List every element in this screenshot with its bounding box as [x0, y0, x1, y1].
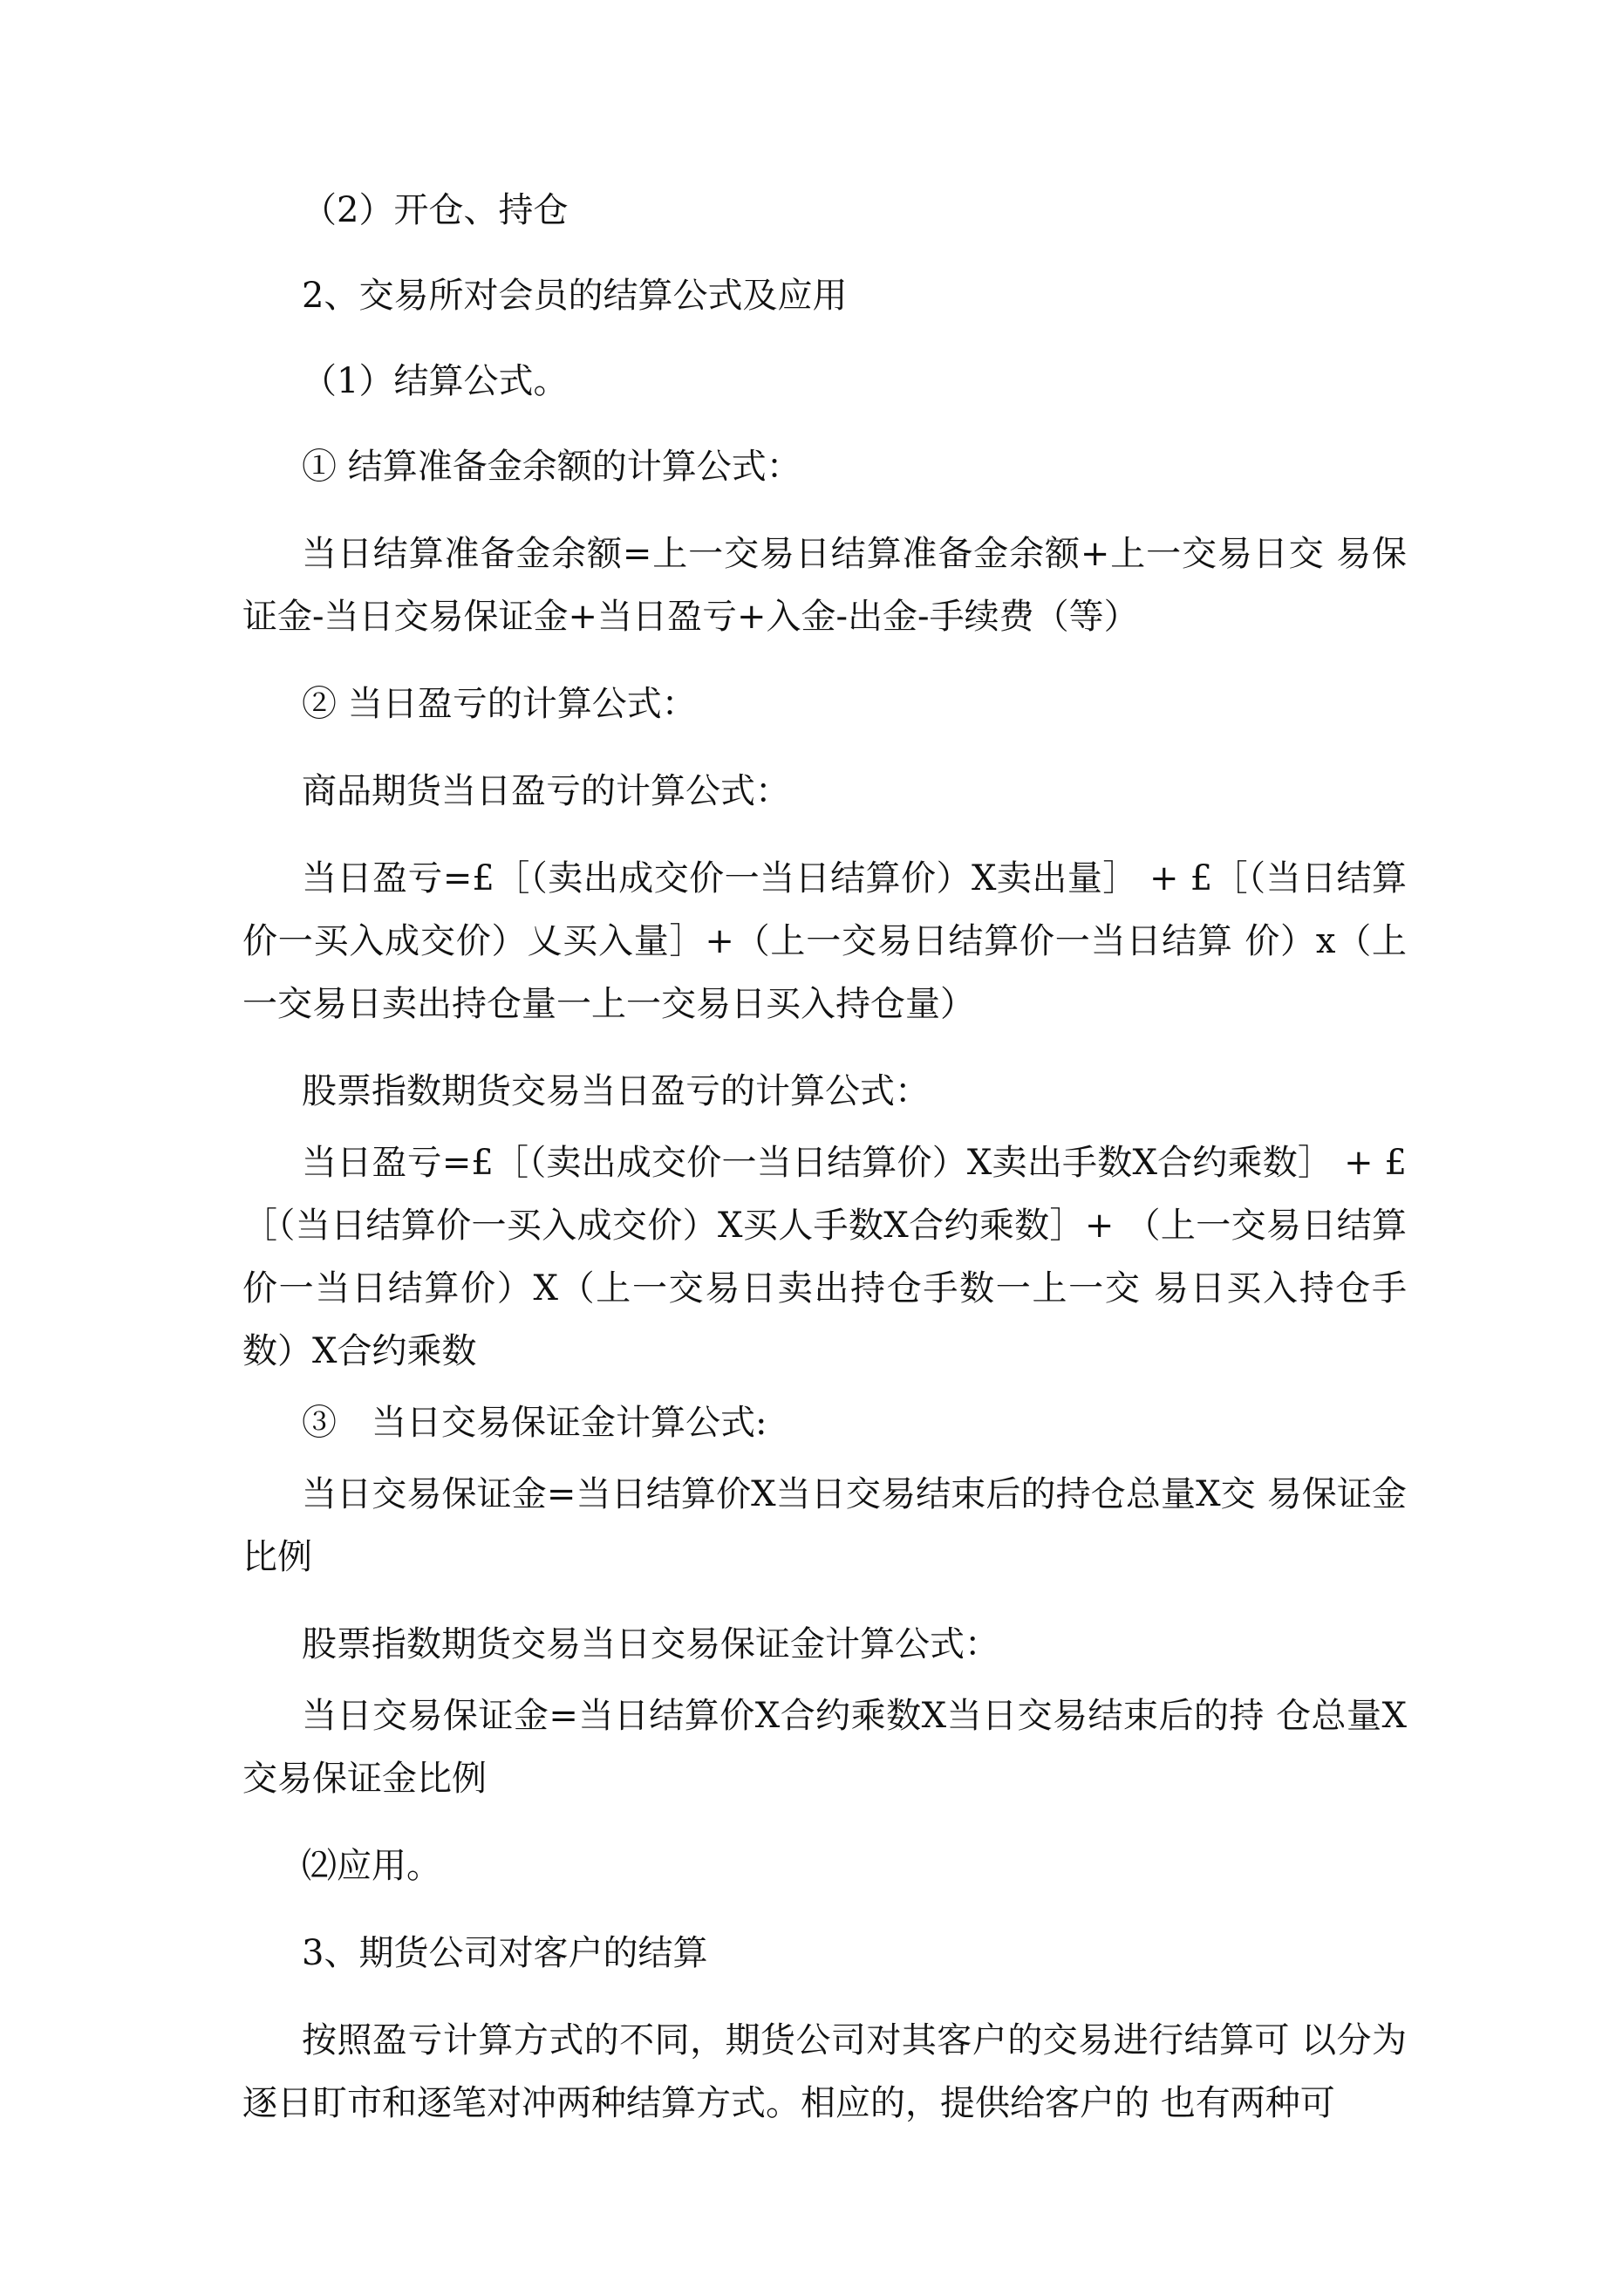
heading-daily-pnl: ② 当日盈亏的计算公式：: [302, 684, 697, 724]
paragraph-reserve-balance-formula: 当日结算准备金余额=上一交易日结算准备金余额+上一交易日交 易保证金-当日交易保证金+当日盈亏+入金-出金-手续费（等）: [242, 534, 1407, 637]
paragraph-open-hold: （2）开仓、持仓: [302, 190, 569, 230]
document-body: [242, 179, 1407, 2135]
heading-commodity-pnl: 商品期货当日盈亏的计算公式：: [302, 771, 790, 811]
heading-broker-settlement: 3、期货公司对客户的结算: [302, 1933, 708, 1973]
heading-settlement-formula: （1）结算公式。: [302, 361, 569, 401]
paragraph-margin-formula: 当日交易保证金=当日结算价X当日交易结束后的持仓总量X交 易保证金比例: [242, 1474, 1407, 1577]
heading-reserve-balance: ① 结算准备金余额的计算公式：: [302, 447, 801, 487]
paragraph-broker-settlement: 按照盈亏计算方式的不同，期货公司对其客户的交易进行结算可 以分为逐日盯市和逐笔对冲两种结算方式。相应的，提供给客户的 也有两种可: [242, 2020, 1407, 2123]
heading-application: ⑵应用。: [302, 1846, 441, 1886]
paragraph-commodity-pnl-formula: 当日盈亏=£［（卖出成交价一当日结算价）X卖出量］ + £［（当日结算价一买入成交价）乂买入量］+（上一交易日结算价一当日结算 价）x（上一交易日卖出持仓量一上一交易日买入持仓量）: [242, 858, 1407, 1024]
heading-index-margin: 股票指数期货交易当日交易保证金计算公式：: [302, 1624, 999, 1664]
heading-margin-formula: ③ 当日交易保证金计算公式:: [302, 1403, 767, 1443]
heading-index-pnl: 股票指数期货交易当日盈亏的计算公式：: [302, 1071, 930, 1111]
paragraph-index-pnl-formula: 当日盈亏=£［（卖出成交价一当日结算价）X卖出手数X合约乘数］ + £［（当日结算价一买入成交价）X买人手数X合约乘数］+ （上一交易日结算价一当日结算价）X（上一交易日卖出持仓手数一上一交 易日买入持仓手数）X合约乘数: [242, 1143, 1407, 1371]
heading-exchange-settlement: 2、交易所对会员的结算公式及应用: [302, 276, 848, 316]
paragraph-index-margin-formula: 当日交易保证金=当日结算价X合约乘数X当日交易结束后的持 仓总量X交易保证金比例: [242, 1696, 1407, 1799]
